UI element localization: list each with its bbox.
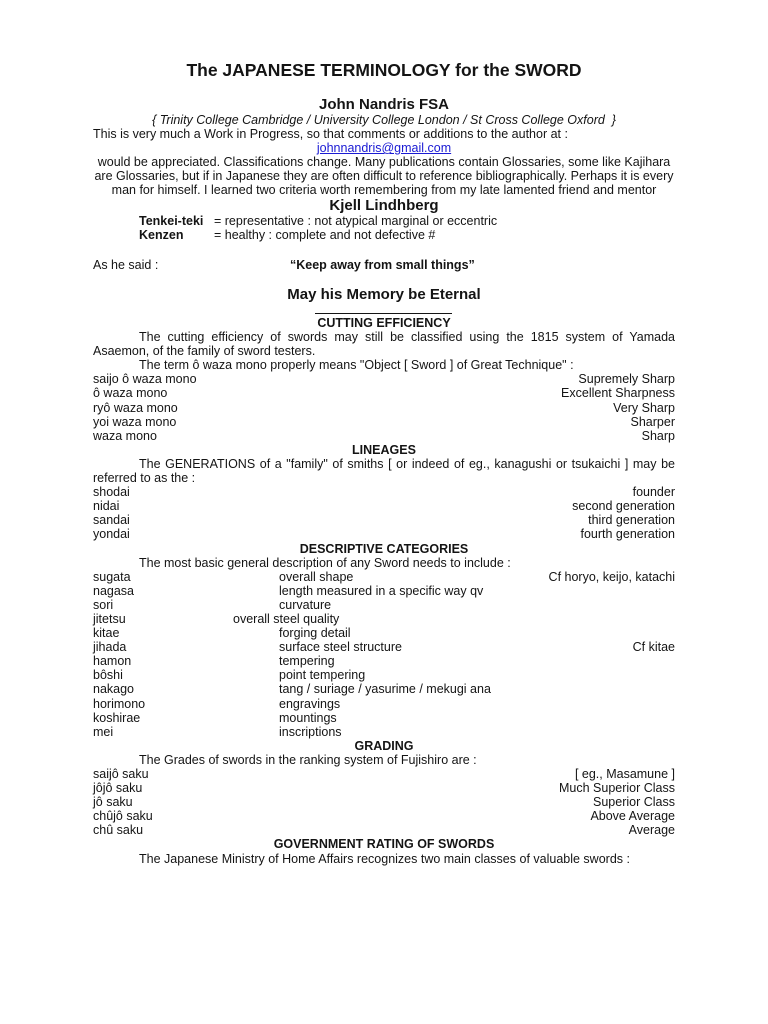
term-cell: sandai (93, 513, 130, 528)
mentor-quote: “Keep away from small things” (290, 258, 475, 272)
term-intro: The term ô waza mono properly means "Object [ Sword ] of Great Technique" : (139, 358, 574, 373)
mentor-name: Kjell Lindhberg (329, 196, 439, 214)
intro-line: would be appreciated. Classifications change. Many publications contain Glossaries, some like Kajihara (97, 155, 671, 170)
author-name: John Nandris FSA (318, 96, 449, 113)
category-row (0, 697, 768, 711)
category-row (0, 711, 768, 725)
category-row (0, 584, 768, 598)
intro-line: man for himself. I learned two criteria worth remembering from my late lamented friend and mentor (111, 183, 657, 198)
meaning-cell: point tempering (279, 668, 366, 683)
email-line (0, 141, 768, 155)
meaning-cell: Average (628, 823, 675, 838)
intro-line: are Glossaries, but if in Japanese they are often difficult to reference bibliographically. Perhaps it is every (94, 169, 674, 184)
meaning-cell: Superior Class (593, 795, 675, 810)
author-affiliations: { Trinity College Cambridge / University College London / St Cross College Oxford } (152, 113, 616, 127)
category-row (0, 725, 768, 739)
lineage-row (0, 527, 768, 541)
category-row (0, 598, 768, 612)
category-row (0, 570, 768, 584)
meaning-cell: Excellent Sharpness (561, 386, 675, 401)
section-heading-government-rating: GOVERNMENT RATING OF SWORDS (273, 837, 495, 852)
meaning-cell: curvature (279, 597, 332, 612)
quote-row (0, 258, 768, 272)
meaning-cell: Supremely Sharp (578, 372, 675, 387)
section-heading-cutting-efficiency: CUTTING EFFICIENCY (317, 316, 451, 330)
meaning-cell: forging detail (279, 626, 351, 641)
section-intro: The Japanese Ministry of Home Affairs recognizes two main classes of valuable swords : (139, 851, 630, 866)
section-heading-grading: GRADING (354, 738, 414, 753)
grade-row (0, 823, 768, 837)
grade-row (0, 781, 768, 795)
meaning-cell: overall shape (279, 569, 354, 584)
term-cell: nidai (93, 499, 120, 514)
term-cell: chû saku (93, 823, 144, 838)
term-cell: shodai (93, 485, 130, 500)
meaning-cell: surface steel structure (279, 640, 402, 655)
paragraph-line: The GENERATIONS of a "family" of smiths [ or indeed of eg., kanagushi or tsukaichi ] may be (139, 456, 675, 471)
cutting-efficiency-row (0, 415, 768, 429)
lineage-row (0, 485, 768, 499)
meaning-cell: third generation (588, 513, 675, 528)
category-row (0, 654, 768, 668)
meaning-cell: overall steel quality (233, 611, 340, 626)
category-row (0, 682, 768, 696)
term-cell: mei (93, 724, 114, 739)
term-cell: sugata (93, 569, 131, 584)
criterion-definition: = healthy : complete and not defective # (214, 227, 436, 242)
quote-block (0, 258, 768, 272)
term-cell: bôshi (93, 668, 123, 683)
paragraph-line: referred to as the : (93, 471, 196, 486)
note-cell: Cf kitae (632, 640, 675, 655)
memorial-line: May his Memory be Eternal (287, 286, 481, 303)
term-cell: yoi waza mono (93, 414, 177, 429)
term-cell: yondai (93, 527, 130, 542)
note-cell: Cf horyo, keijo, katachi (548, 569, 675, 584)
category-row (0, 668, 768, 682)
term-cell: jôjô saku (93, 781, 143, 796)
meaning-cell: inscriptions (279, 724, 342, 739)
term-cell: saijô saku (93, 767, 149, 781)
paragraph-line: Asaemon, of the family of sword testers. (93, 344, 316, 359)
term-cell: jihada (93, 640, 127, 655)
criterion-term: Tenkei-teki (139, 213, 204, 228)
term-cell: waza mono (93, 428, 157, 443)
section-rule (315, 313, 452, 314)
section-heading-descriptive-categories: DESCRIPTIVE CATEGORIES (299, 541, 469, 556)
category-row (0, 626, 768, 640)
author-block (0, 97, 768, 242)
cutting-efficiency-row (0, 386, 768, 400)
contact-intro: This is very much a Work in Progress, so that comments or additions to the author at : (93, 127, 568, 142)
meaning-cell: Sharp (641, 428, 675, 443)
author-email-link[interactable]: johnnandris@gmail.com (316, 141, 452, 156)
meaning-cell: [ eg., Masamune ] (574, 767, 675, 781)
meaning-cell: length measured in a specific way qv (279, 583, 484, 598)
term-cell: koshirae (93, 710, 141, 725)
meaning-cell: mountings (279, 710, 337, 725)
body-block (0, 316, 768, 866)
lineage-row (0, 499, 768, 513)
meaning-cell: engravings (279, 696, 341, 711)
term-cell: hamon (93, 654, 132, 669)
term-cell: horimono (93, 696, 146, 711)
section-heading-lineages: LINEAGES (352, 442, 416, 457)
category-row (0, 612, 768, 626)
term-cell: nakago (93, 682, 135, 697)
grade-row (0, 809, 768, 823)
criterion-row (0, 228, 768, 242)
meaning-cell: founder (632, 485, 675, 500)
memorial-block (0, 287, 768, 303)
term-cell: ryô waza mono (93, 400, 178, 415)
lineage-row (0, 513, 768, 527)
criterion-definition: = representative : not atypical marginal or eccentric (214, 213, 498, 228)
term-cell: saijo ô waza mono (93, 372, 197, 387)
section-intro: The Grades of swords in the ranking system of Fujishiro are : (139, 752, 477, 767)
meaning-cell: second generation (572, 499, 675, 514)
section-intro: The most basic general description of any Sword needs to include : (139, 555, 511, 570)
term-cell: jô saku (93, 795, 133, 810)
document-title: The JAPANESE TERMINOLOGY for the SWORD (186, 60, 582, 80)
category-row (0, 640, 768, 654)
term-cell: nagasa (93, 583, 135, 598)
term-cell: chûjô saku (93, 809, 153, 824)
said-label: As he said : (93, 258, 159, 272)
meaning-cell: fourth generation (580, 527, 675, 542)
term-cell: ô waza mono (93, 386, 168, 401)
meaning-cell: tang / suriage / yasurime / mekugi ana (279, 682, 491, 697)
criterion-term: Kenzen (139, 227, 184, 242)
meaning-cell: Above Average (590, 809, 675, 824)
criterion-row (0, 214, 768, 228)
meaning-cell: Sharper (630, 414, 675, 429)
paragraph-line: The cutting efficiency of swords may still be classified using the 1815 system of Yamada (139, 330, 675, 345)
meaning-cell: tempering (279, 654, 335, 669)
title-block (0, 60, 768, 80)
term-cell: jitetsu (93, 611, 126, 626)
meaning-cell: Much Superior Class (558, 781, 675, 796)
cutting-efficiency-row (0, 372, 768, 386)
cutting-efficiency-row (0, 429, 768, 443)
cutting-efficiency-row (0, 401, 768, 415)
grade-row (0, 767, 768, 781)
term-cell: sori (93, 597, 114, 612)
grade-row (0, 795, 768, 809)
term-cell: kitae (93, 626, 120, 641)
meaning-cell: Very Sharp (613, 400, 675, 415)
